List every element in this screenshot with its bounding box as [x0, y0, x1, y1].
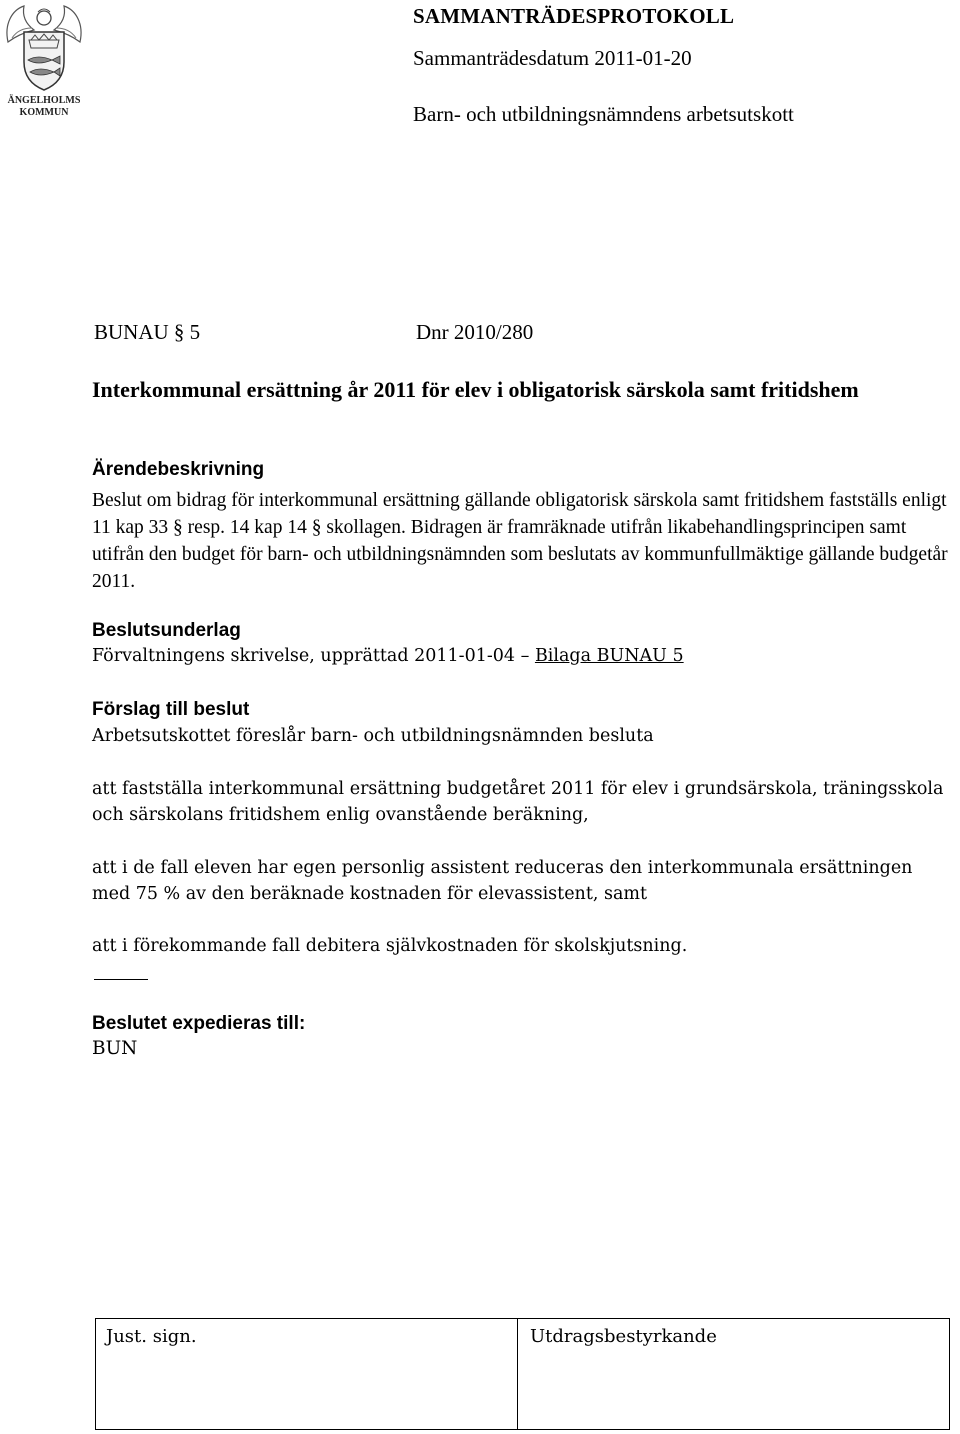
case-title: Interkommunal ersättning år 2011 för elev i obligatorisk särskola samt fritidshem	[92, 377, 859, 402]
coat-of-arms-icon	[2, 2, 86, 136]
case-dnr: Dnr 2010/280	[416, 320, 534, 344]
proposal-item: att i förekommande fall debitera självkostnaden för skolskjutsning.	[92, 936, 688, 956]
dispatch-heading: Beslutet expedieras till:	[92, 1013, 306, 1034]
dispatch-recipient: BUN	[92, 1038, 138, 1059]
signature-label-certified: Utdragsbestyrkande	[530, 1326, 717, 1347]
proposal-intro: Arbetsutskottet föreslår barn- och utbildningsnämnden besluta	[92, 726, 654, 746]
signature-label-just: Just. sign.	[106, 1326, 197, 1347]
description-text: Beslut om bidrag för interkommunal ersättning gällande obligatorisk särskola samt fritidshem fastställs enligt 11 kap 33 § resp. 14 kap 14 § skollagen. Bidragen är framräknade utifrån likabehandlingsprincipen samt utifrån den budget för barn- och utbildningsnämnden som beslutats av kommunfullmäktige gällande budgetår 2011.	[92, 490, 948, 592]
meeting-date: Sammanträdesdatum 2011-01-20	[413, 46, 692, 70]
description-heading: Ärendebeskrivning	[92, 459, 265, 480]
protocol-title: SAMMANTRÄDESPROTOKOLL	[413, 4, 735, 28]
section-divider	[94, 979, 148, 980]
municipality-logo	[2, 2, 86, 136]
svg-text:KOMMUN: KOMMUN	[19, 107, 69, 118]
board-name: Barn- och utbildningsnämndens arbetsutskott	[413, 102, 794, 126]
proposal-item: att i de fall eleven har egen personlig assistent reduceras den interkommunala ersättningen med 75 % av den beräknade kostnaden för elevassistent, samt	[92, 858, 913, 904]
basis-line	[92, 646, 684, 666]
signature-table	[95, 1318, 950, 1430]
case-reference: BUNAU § 5	[94, 320, 201, 344]
signature-divider	[517, 1318, 518, 1430]
basis-heading: Beslutsunderlag	[92, 620, 241, 641]
proposal-heading: Förslag till beslut	[92, 699, 250, 720]
proposal-item: att fastställa interkommunal ersättning budgetåret 2011 för elev i grundsärskola, träningsskola och särskolans fritidshem enlig ovanstående beräkning,	[92, 779, 944, 825]
attachment-link[interactable]: Bilaga BUNAU 5	[534, 646, 684, 666]
basis-text: Förvaltningens skrivelse, upprättad 2011-01-04 –	[92, 646, 530, 666]
svg-text:ÄNGELHOLMS: ÄNGELHOLMS	[7, 95, 81, 106]
